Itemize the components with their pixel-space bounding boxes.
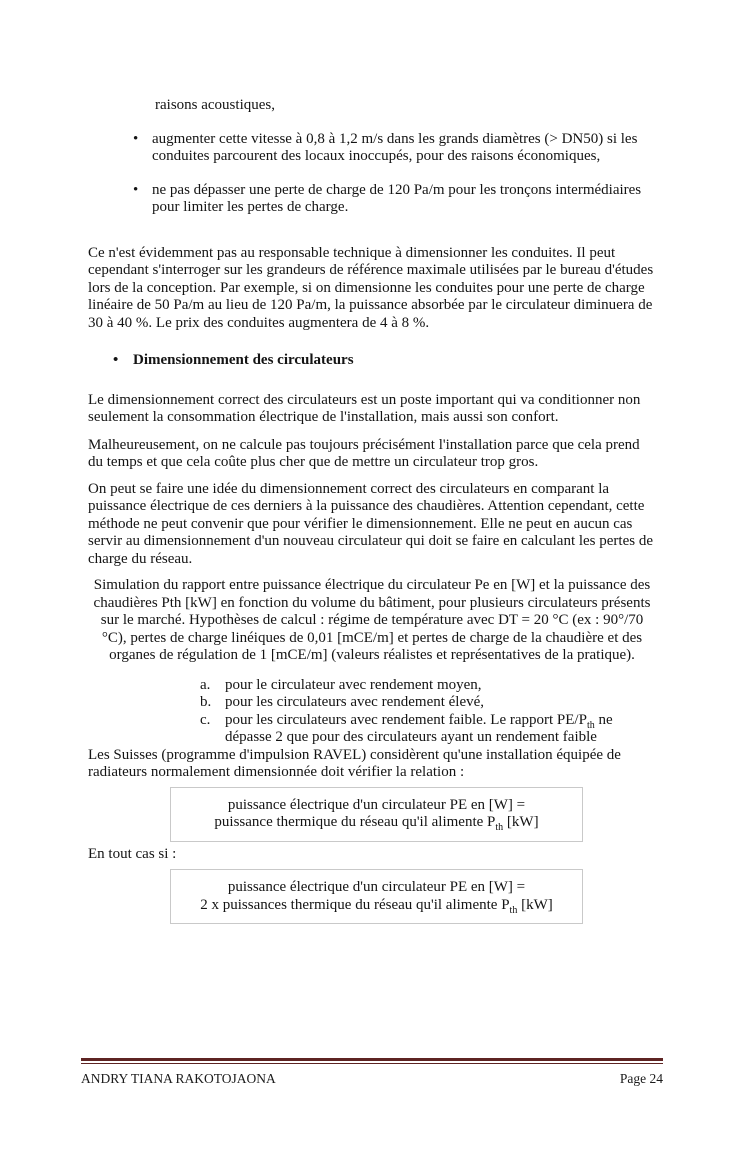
bullet-text: ne pas dépasser une perte de charge de 120 Pa/m pour les tronçons intermédiaires pour limiter les pertes de charge. bbox=[152, 181, 642, 215]
formula-line-1: puissance électrique d'un circulateur PE en [W] = bbox=[227, 796, 526, 813]
paragraph-idee-dimensionnement: On peut se faire une idée du dimensionnement correct des circulateurs en comparant la puissance électrique de ces derniers à la puissance des chaudières. Attention cependant, cette méthode ne peut convenir que pour vérifier le dimensionnement. Elle ne peut en aucun cas servir au dimensionnement d'un nouveau circulateur qui doit se faire en calculant les pertes de charge du réseau. bbox=[88, 480, 653, 567]
formula-line-2: 2 x puissances thermique du réseau qu'il alimente $P_{th}$ [kW] bbox=[200, 896, 553, 916]
section-heading-dimensionnement bbox=[88, 352, 656, 370]
list-item-b bbox=[88, 694, 656, 712]
ordered-list-rendements bbox=[88, 677, 656, 747]
footer-page-number: Page 24 bbox=[619, 1071, 663, 1086]
list-marker: a. bbox=[200, 676, 211, 693]
footer-row bbox=[81, 1071, 663, 1087]
formula-box-relation-1 bbox=[170, 787, 583, 842]
bullet-icon: • bbox=[133, 130, 139, 147]
formula-line-1: puissance électrique d'un circulateur PE en [W] = bbox=[227, 879, 526, 895]
bullet-item-pressure-drop bbox=[88, 182, 656, 217]
bullet-icon: • bbox=[113, 352, 119, 368]
list-item-text: pour les circulateurs avec rendement faible. Le rapport $PE/P_{th}$ ne dépasse 2 que pour des circulateurs ayant un rendement faible bbox=[225, 711, 613, 745]
bullet-icon: • bbox=[133, 181, 139, 198]
paragraph-responsable-technique: Ce n'est évidemment pas au responsable technique à dimensionner les conduites. Il peut cependant s'interroger sur les grandeurs de référence maximale utilisées par le bureau d'études lors de la conception. Par exemple, si on dimensionne les conduites pour une perte de charge linéaire de 50 Pa/m au lieu de 120 Pa/m, la puissance absorbée par le circulateur diminuera de 30 à 40 %. Le prix des conduites augmentera de 4 à 8 %. bbox=[88, 244, 654, 331]
document-page bbox=[0, 97, 744, 1150]
subscript-th: th bbox=[509, 904, 518, 916]
footer-author: ANDRY TIANA RAKOTOJAONA bbox=[81, 1071, 276, 1086]
list-item-text: pour le circulateur avec rendement moyen, bbox=[225, 676, 482, 693]
formula-line-2: puissance thermique du réseau qu'il alimente $P_{th}$ [kW] bbox=[214, 814, 539, 833]
subscript-th: th bbox=[586, 719, 595, 731]
page-content bbox=[0, 97, 744, 924]
paragraph-malheureusement: Malheureusement, on ne calcule pas toujours précisément l'installation parce que cela prend du temps et que cela coûte plus cher que de mettre un circulateur trop gros. bbox=[88, 436, 640, 470]
label-en-tout-cas: En tout cas si : bbox=[88, 845, 177, 862]
paragraph-dimensionnement-correct: Le dimensionnement correct des circulateurs est un poste important qui va conditionner non seulement la consommation électrique de l'installation, mais aussi son confort. bbox=[88, 391, 641, 425]
list-item-c bbox=[88, 712, 656, 747]
simulation-caption: Simulation du rapport entre puissance électrique du circulateur Pe en [W] et la puissance des chaudières Pth [kW] en fonction du volume du bâtiment, pour plusieurs circulateurs présents sur le marché. Hypothèses de calcul : régime de température avec DT = 20 °C (ex : 90°/70 °C), pertes de charge linéiques de 0,01 [mCE/m] et pertes de charge de la chaudière et des organes de régulation de 1 [mCE/m] (valeurs réalistes et représentatives de la pratique). bbox=[93, 577, 651, 663]
paragraph-les-suisses: Les Suisses (programme d'impulsion RAVEL) considèrent qu'une installation équipée de radiateurs normalement dimensionnée doit vérifier la relation : bbox=[88, 746, 621, 780]
subscript-th: th bbox=[495, 822, 504, 833]
list-item-text: pour les circulateurs avec rendement élevé, bbox=[225, 694, 485, 710]
section-heading-label: Dimensionnement des circulateurs bbox=[133, 352, 354, 368]
bullet-continuation-text: raisons acoustiques, bbox=[155, 97, 275, 113]
list-marker: b. bbox=[200, 694, 212, 710]
formula-box-relation-2 bbox=[170, 869, 583, 924]
bullet-text: augmenter cette vitesse à 0,8 à 1,2 m/s dans les grands diamètres (> DN50) si les conduites parcourent des locaux inoccupés, pour des raisons économiques, bbox=[152, 130, 638, 164]
list-item-a bbox=[88, 677, 656, 695]
bullet-item-velocity bbox=[88, 131, 656, 166]
list-marker: c. bbox=[200, 711, 211, 728]
page-footer bbox=[81, 1058, 663, 1087]
footer-divider bbox=[81, 1058, 663, 1064]
